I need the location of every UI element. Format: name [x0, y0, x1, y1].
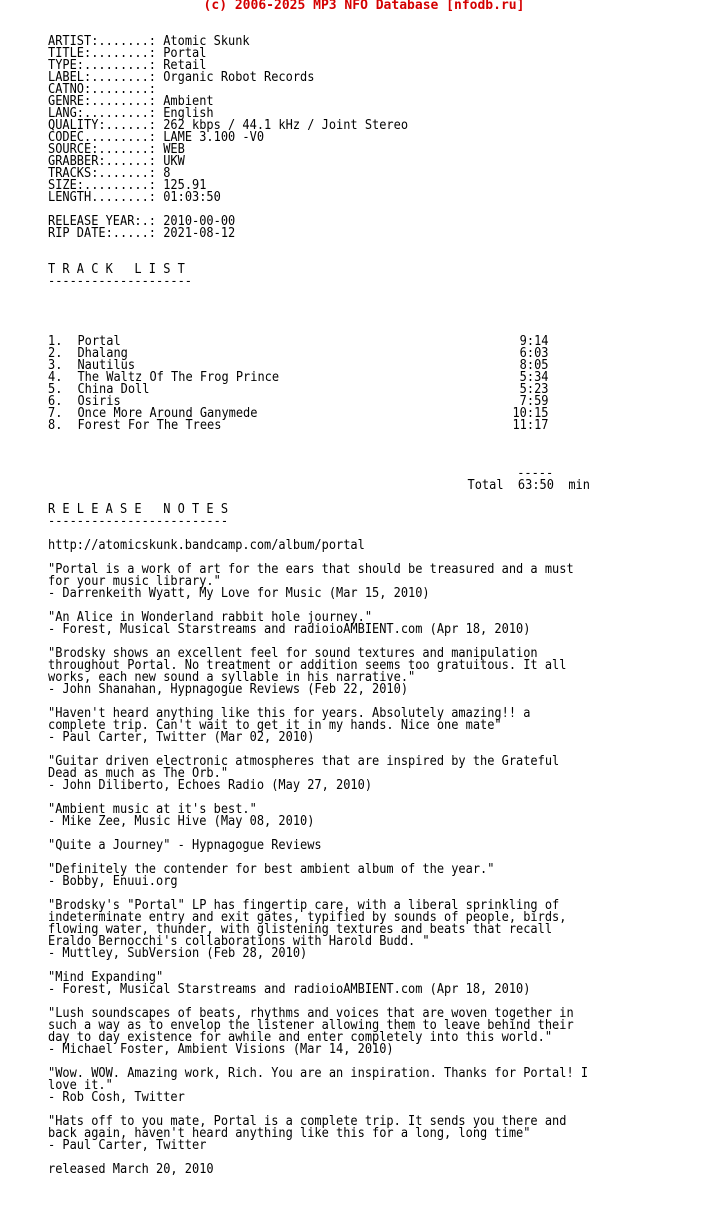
quote-line: "Quite a Journey" - Hypnagogue Reviews: [48, 838, 322, 853]
info-value: Atomic Skunk: [163, 34, 250, 49]
info-value: 262 kbps / 44.1 kHz / Joint Stereo: [163, 118, 409, 133]
track-title: Osiris: [77, 394, 121, 409]
date-value: 2010-00-00: [163, 214, 236, 229]
quote-line: - Mike Zee, Music Hive (May 08, 2010): [48, 814, 315, 829]
track-duration: 5:34: [519, 370, 549, 385]
album-url: http://atomicskunk.bandcamp.com/album/portal: [48, 538, 365, 553]
track-duration: 6:03: [519, 346, 549, 361]
quote-line: - Darrenkeith Wyatt, My Love for Music (Mar 15, 2010): [48, 586, 430, 601]
quote-line: love it.": [48, 1078, 113, 1093]
info-label: LENGTH........:: [48, 190, 157, 205]
quote-line: - Michael Foster, Ambient Visions (Mar 14, 2010): [48, 1042, 394, 1057]
tracklist-rule: --------------------: [48, 274, 193, 289]
total-label: Total: [467, 478, 504, 493]
info-value: LAME 3.100 -V0: [163, 130, 265, 145]
date-value: 2021-08-12: [163, 226, 236, 241]
track-number: 8.: [48, 418, 63, 433]
info-value: UKW: [163, 154, 185, 169]
track-duration: 11:17: [512, 418, 549, 433]
release-notes-heading: R E L E A S E N O T E S: [48, 502, 229, 517]
date-label: RELEASE YEAR:.:: [48, 214, 157, 229]
quote-line: "Haven't heard anything like this for years. Absolutely amazing!! a: [48, 706, 531, 721]
info-value: Retail: [163, 58, 207, 73]
info-label: CATNO:........:: [48, 82, 157, 97]
info-label: LANG:.........:: [48, 106, 157, 121]
blank-line: [48, 432, 674, 444]
track-duration: 8:05: [519, 358, 549, 373]
info-value: English: [163, 106, 214, 121]
quote-line: - John Shanahan, Hypnagogue Reviews (Feb 22, 2010): [48, 682, 409, 697]
track-number: 6.: [48, 394, 63, 409]
info-value: Ambient: [163, 94, 214, 109]
quote-line: - Forest, Musical Starstreams and radioioAMBIENT.com (Apr 18, 2010): [48, 982, 531, 997]
quote-line: back again, haven't heard anything like this for a long, long time": [48, 1126, 531, 1141]
info-label: CODEC.........:: [48, 130, 157, 145]
quote-line: - Rob Cosh, Twitter: [48, 1090, 185, 1105]
quote-line: "Portal is a work of art for the ears that should be treasured and a must: [48, 562, 574, 577]
quote-line: - Muttley, SubVersion (Feb 28, 2010): [48, 946, 308, 961]
quote-line: "Guitar driven electronic atmospheres that are inspired by the Grateful: [48, 754, 560, 769]
info-value: 8: [163, 166, 171, 181]
info-label: TYPE:.........:: [48, 58, 157, 73]
info-value: WEB: [163, 142, 185, 157]
track-number: 5.: [48, 382, 63, 397]
quote-line: "Mind Expanding": [48, 970, 164, 985]
track-number: 2.: [48, 346, 63, 361]
track-duration: 5:23: [519, 382, 549, 397]
site-header: (c) 2006-2025 MP3 NFO Database [nfodb.ru]: [203, 0, 525, 13]
blank-line: [48, 240, 674, 252]
track-duration: 10:15: [512, 406, 549, 421]
total-unit: min: [568, 478, 590, 493]
track-row: [48, 348, 674, 360]
blank-line: [48, 300, 674, 312]
blank-line: [48, 0, 674, 12]
track-title: Dhalang: [77, 346, 128, 361]
quote-line: "Brodsky's "Portal" LP has fingertip care, with a liberal sprinkling of: [48, 898, 560, 913]
quote-line: - Paul Carter, Twitter (Mar 02, 2010): [48, 730, 315, 745]
quote-line: works, each new sound a syllable in his narrative.": [48, 670, 416, 685]
track-row: [48, 336, 674, 348]
track-title: Nautilus: [77, 358, 136, 373]
track-duration: 7:59: [519, 394, 549, 409]
quote-line: "An Alice in Wonderland rabbit hole journey.": [48, 610, 373, 625]
track-duration: 9:14: [519, 334, 549, 349]
track-row: [48, 384, 674, 396]
quote-line: flowing water, thunder, with glistening textures and beats that recall: [48, 922, 553, 937]
track-number: 4.: [48, 370, 63, 385]
blank-line: [48, 12, 674, 24]
info-label: ARTIST:.......:: [48, 34, 157, 49]
quote-line: - John Diliberto, Echoes Radio (May 27, 2010): [48, 778, 373, 793]
quote-line: for your music library.": [48, 574, 221, 589]
quote-line: "Hats off to you mate, Portal is a complete trip. It sends you there and: [48, 1114, 567, 1129]
quote-line: - Paul Carter, Twitter: [48, 1138, 207, 1153]
tracklist-heading: T R A C K L I S T: [48, 262, 185, 277]
quote-line: Dead as much as The Orb.": [48, 766, 229, 781]
track-title: The Waltz Of The Frog Prince: [77, 370, 280, 385]
quote-line: such a way as to envelop the listener allowing them to leave behind their: [48, 1018, 574, 1033]
info-label: GRABBER:......:: [48, 154, 157, 169]
released-date: released March 20, 2010: [48, 1162, 214, 1177]
quote-line: day to day existence for awhile and enter completely into this world.": [48, 1030, 553, 1045]
info-label: GENRE:........:: [48, 94, 157, 109]
track-number: 7.: [48, 406, 63, 421]
quote-line: complete trip. Can't wait to get it in my hands. Nice one mate": [48, 718, 502, 733]
blank-line: [48, 312, 674, 324]
quote-line: "Brodsky shows an excellent feel for sound textures and manipulation: [48, 646, 538, 661]
info-row: [48, 192, 674, 204]
total-rule: -----: [517, 466, 554, 481]
info-value: Portal: [163, 46, 207, 61]
nfo-document: [48, 0, 674, 1176]
quote-line: indeterminate entry and exit gates, typified by sounds of people, birds,: [48, 910, 567, 925]
date-row: [48, 228, 674, 240]
info-label: LABEL:........:: [48, 70, 157, 85]
info-label: QUALITY:......:: [48, 118, 157, 133]
quote-line: "Wow. WOW. Amazing work, Rich. You are an inspiration. Thanks for Portal! I: [48, 1066, 589, 1081]
release-notes-rule: -------------------------: [48, 514, 229, 529]
total-row: [48, 480, 674, 492]
track-number: 1.: [48, 334, 63, 349]
quote-line: "Definitely the contender for best ambient album of the year.": [48, 862, 495, 877]
track-title: Portal: [77, 334, 121, 349]
quote-line: - Forest, Musical Starstreams and radioioAMBIENT.com (Apr 18, 2010): [48, 622, 531, 637]
quote-line: Eraldo Bernocchi's collaborations with Harold Budd. ": [48, 934, 430, 949]
total-time: 63:50: [517, 478, 554, 493]
track-title: China Doll: [77, 382, 150, 397]
blank-line: [48, 444, 674, 456]
track-number: 3.: [48, 358, 63, 373]
info-label: SOURCE:.......:: [48, 142, 157, 157]
info-label: TRACKS:.......:: [48, 166, 157, 181]
info-value: 01:03:50: [163, 190, 221, 205]
track-row: [48, 420, 674, 432]
date-label: RIP DATE:.....:: [48, 226, 157, 241]
quote-line: - Bobby, Enuui.org: [48, 874, 178, 889]
blank-line: [48, 456, 674, 468]
info-label: TITLE:........:: [48, 46, 157, 61]
blank-line: [48, 324, 674, 336]
quote-line: throughout Portal. No treatment or addition seems too gratuitous. It all: [48, 658, 567, 673]
track-title: Once More Around Ganymede: [77, 406, 258, 421]
track-title: Forest For The Trees: [77, 418, 222, 433]
blank-line: [48, 288, 674, 300]
info-value: Organic Robot Records: [163, 70, 315, 85]
info-label: SIZE:.........:: [48, 178, 157, 193]
info-value: 125.91: [163, 178, 207, 193]
quote-line: "Lush soundscapes of beats, rhythms and voices that are woven together in: [48, 1006, 574, 1021]
quote-line: "Ambient music at it's best.": [48, 802, 257, 817]
